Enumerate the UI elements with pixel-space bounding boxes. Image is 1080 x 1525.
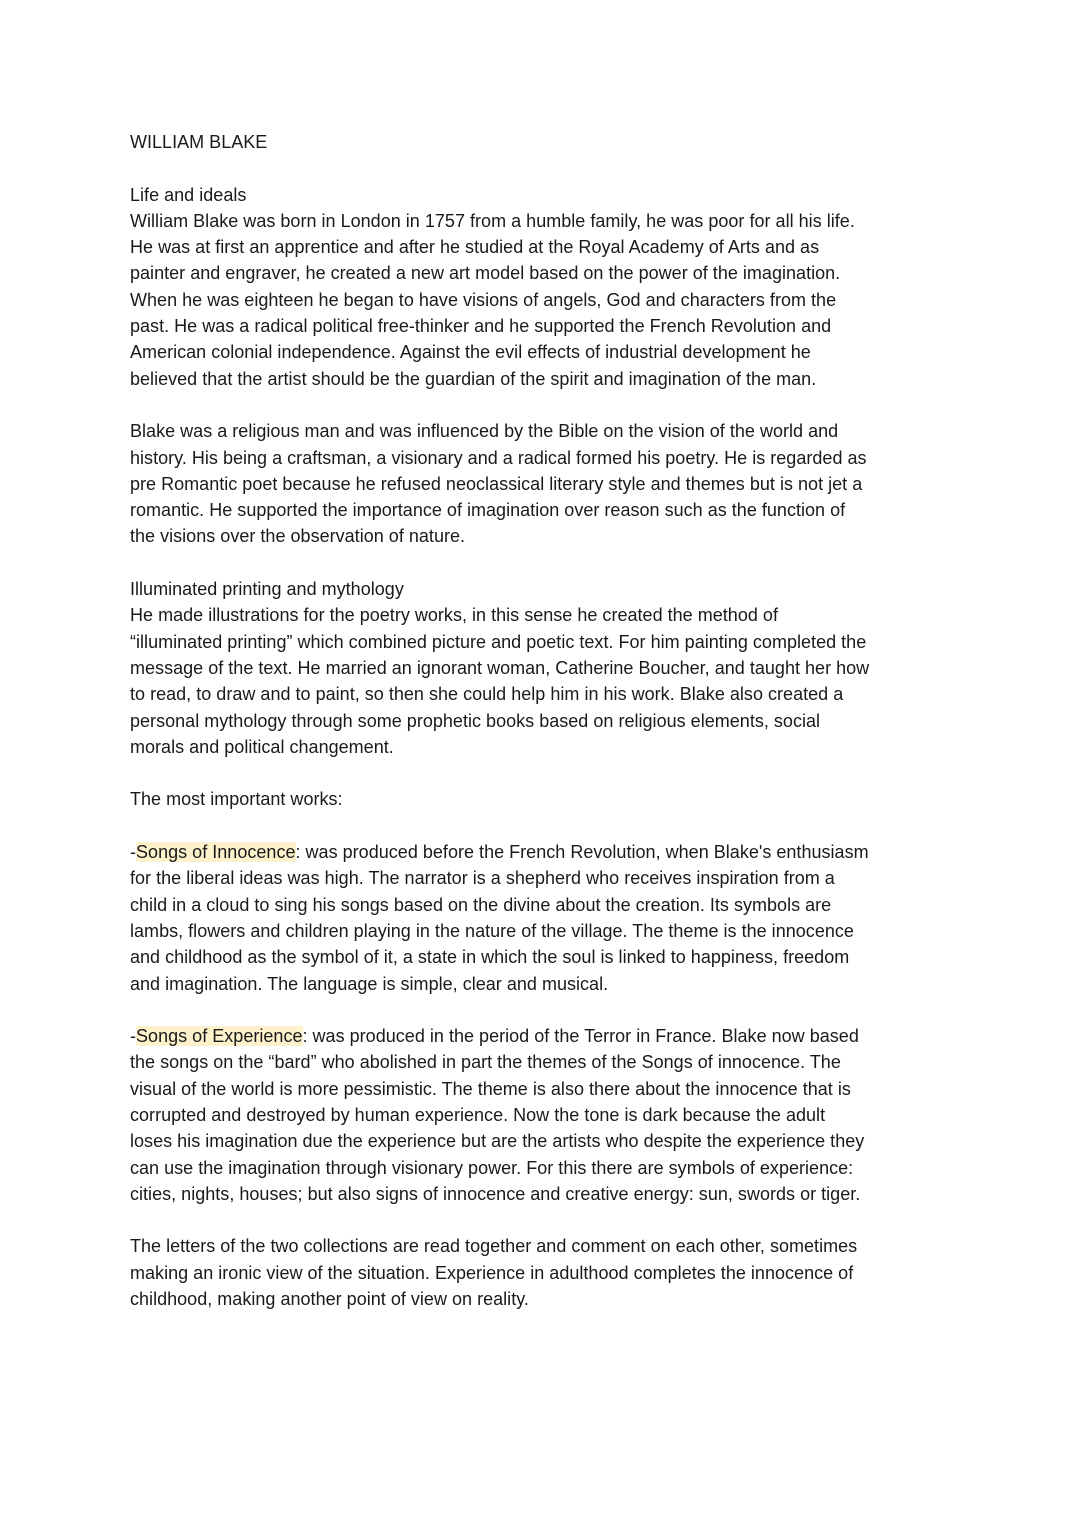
text-line: lambs, flowers and children playing in the nature of the village. The theme is the innocence (130, 920, 854, 941)
text-line: American colonial independence. Against the evil effects of industrial development he (130, 342, 811, 363)
section-heading-life: Life and ideals (130, 184, 247, 205)
spacer (130, 550, 960, 576)
text-line: romantic. He supported the importance of imagination over reason such as the function of (130, 500, 846, 521)
section-heading-printing: Illuminated printing and mythology (130, 579, 404, 600)
text-line: to read, to draw and to paint, so then she could help him in his work. Blake also created a (130, 684, 844, 705)
text-line: for the liberal ideas was high. The narrator is a shepherd who receives inspiration from a (130, 868, 835, 889)
spacer (130, 760, 960, 786)
text-line: the songs on the “bard” who abolished in part the themes of the Songs of innocence. The (130, 1052, 841, 1073)
text-line: “illuminated printing” which combined picture and poetic text. For him painting completed the (130, 631, 867, 652)
text-line (130, 1023, 960, 1049)
text-fragment: : was produced in the period of the Terror in France. Blake now based (302, 1026, 859, 1047)
document-page (130, 129, 960, 1312)
paragraph-printing (130, 602, 960, 760)
text-fragment: : was produced before the French Revolution, when Blake's enthusiasm (295, 842, 869, 863)
spacer (130, 392, 960, 418)
text-line: painter and engraver, he created a new art model based on the power of the imagination. (130, 263, 841, 284)
text-line: corrupted and destroyed by human experience. Now the tone is dark because the adult (130, 1104, 826, 1125)
text-line: pre Romantic poet because he refused neoclassical literary style and themes but is not jet a (130, 473, 863, 494)
text-line: and childhood as the symbol of it, a state in which the soul is linked to happiness, freedom (130, 947, 850, 968)
paragraph-innocence (130, 839, 960, 997)
paragraph-life-2 (130, 418, 960, 549)
spacer (130, 1207, 960, 1233)
dash-prefix: - (130, 1026, 137, 1047)
text-line: The letters of the two collections are read together and comment on each other, sometimes (130, 1236, 858, 1257)
paragraph-experience (130, 1023, 960, 1207)
paragraph-closing (130, 1233, 960, 1312)
text-line: personal mythology through some prophetic books based on religious elements, social (130, 710, 821, 731)
document-title: WILLIAM BLAKE (130, 132, 268, 152)
highlighted-title-experience: Songs of Experience (136, 1026, 303, 1047)
text-line: making an ironic view of the situation. Experience in adulthood completes the innocence of (130, 1262, 854, 1283)
text-line: He made illustrations for the poetry works, in this sense he created the method of (130, 605, 778, 626)
text-line: the visions over the observation of nature. (130, 526, 466, 547)
text-line: and imagination. The language is simple, clear and musical. (130, 973, 609, 994)
text-line: William Blake was born in London in 1757 from a humble family, he was poor for all his life. (130, 210, 855, 231)
text-line: He was at first an apprentice and after he studied at the Royal Academy of Arts and as (130, 237, 820, 258)
text-line: past. He was a radical political free-thinker and he supported the French Revolution and (130, 316, 832, 337)
text-line: loses his imagination due the experience but are the artists who despite the experience they (130, 1131, 865, 1152)
text-line: cities, nights, houses; but also signs of innocence and creative energy: sun, swords or tiger. (130, 1183, 861, 1204)
paragraph-life-1 (130, 208, 960, 392)
text-line: message of the text. He married an ignorant woman, Catherine Boucher, and taught her how (130, 657, 870, 678)
highlighted-title-innocence: Songs of Innocence (136, 842, 296, 863)
text-line: visual of the world is more pessimistic. The theme is also there about the innocence that is (130, 1078, 851, 1099)
text-line: history. His being a craftsman, a visionary and a radical formed his poetry. He is regarded as (130, 447, 867, 468)
section-heading-works: The most important works: (130, 789, 343, 810)
text-line: Blake was a religious man and was influenced by the Bible on the vision of the world and (130, 421, 839, 442)
text-line: morals and political changement. (130, 736, 394, 757)
dash-prefix: - (130, 842, 137, 863)
text-line: believed that the artist should be the guardian of the spirit and imagination of the man. (130, 368, 817, 389)
spacer (130, 155, 960, 181)
spacer (130, 997, 960, 1023)
text-line: can use the imagination through visionary power. For this there are symbols of experience: (130, 1157, 854, 1178)
text-line: childhood, making another point of view on reality. (130, 1289, 529, 1310)
text-line (130, 839, 960, 865)
text-line: When he was eighteen he began to have visions of angels, God and characters from the (130, 289, 837, 310)
text-line: child in a cloud to sing his songs based on the divine about the creation. Its symbols are (130, 894, 832, 915)
spacer (130, 813, 960, 839)
